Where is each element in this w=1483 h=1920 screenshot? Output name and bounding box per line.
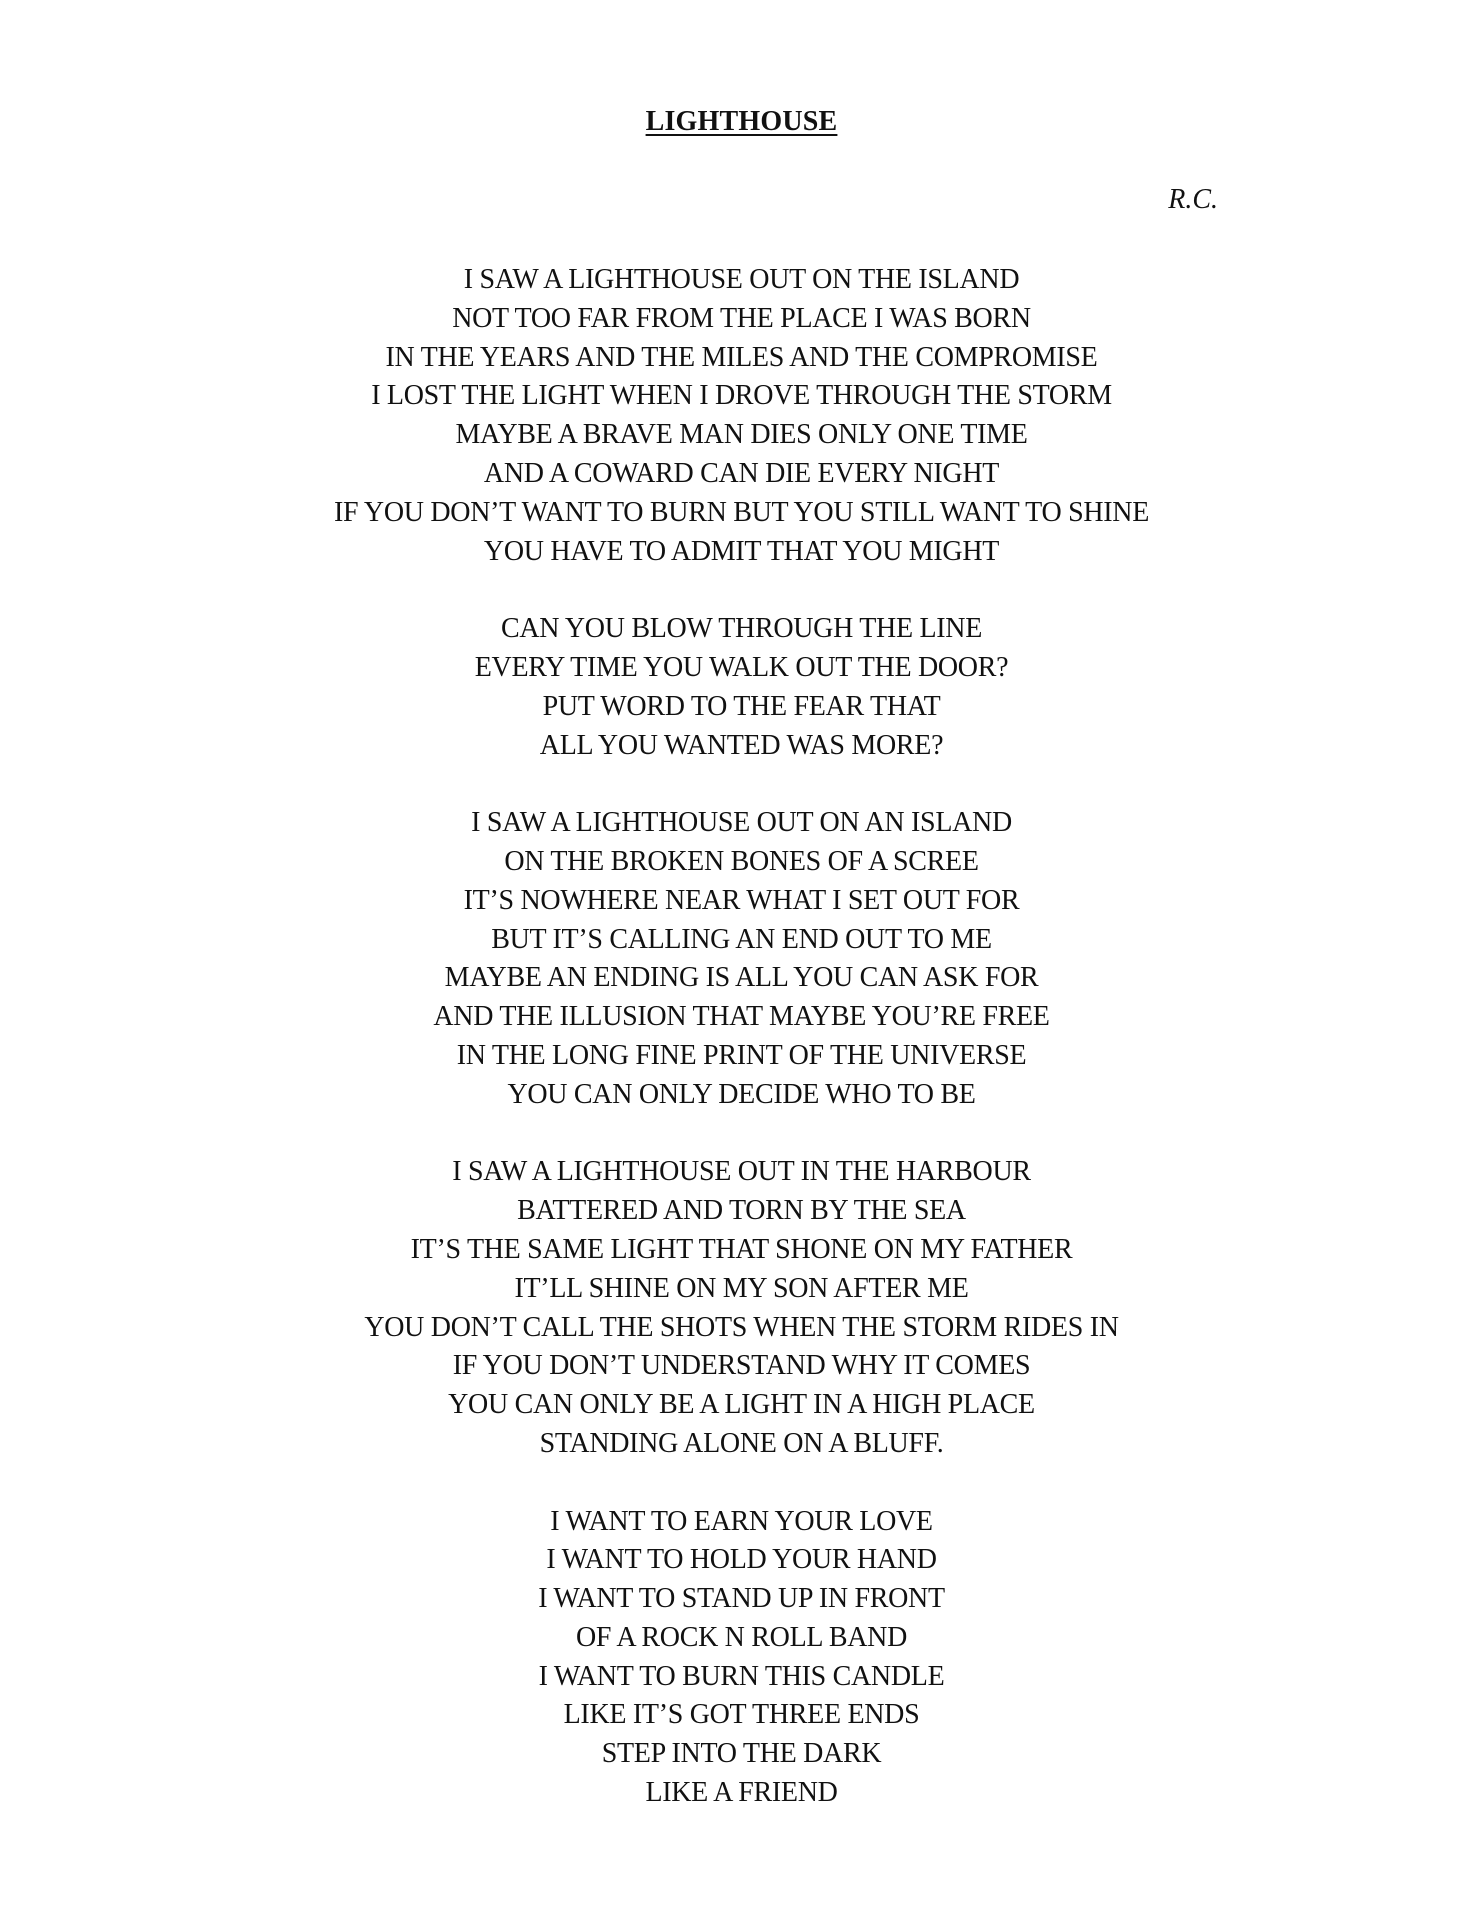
- poem-line: MAYBE A BRAVE MAN DIES ONLY ONE TIME: [455, 419, 1028, 451]
- poem-line: AND THE ILLUSION THAT MAYBE YOU’RE FREE: [433, 1001, 1050, 1033]
- poem-line: I WANT TO BURN THIS CANDLE: [538, 1660, 945, 1692]
- poem-line: YOU HAVE TO ADMIT THAT YOU MIGHT: [483, 535, 1000, 567]
- poem-line: I SAW A LIGHTHOUSE OUT ON THE ISLAND: [463, 264, 1020, 295]
- poem-line: LIKE A FRIEND: [645, 1777, 838, 1809]
- poem-line: MAYBE AN ENDING IS ALL YOU CAN ASK FOR: [444, 962, 1039, 994]
- poem-line: BUT IT’S CALLING AN END OUT TO ME: [491, 923, 992, 955]
- poem-line: PUT WORD TO THE FEAR THAT: [542, 690, 941, 722]
- poem-line: IF YOU DON’T UNDERSTAND WHY IT COMES: [452, 1350, 1031, 1382]
- poem-line: OF A ROCK N ROLL BAND: [575, 1621, 908, 1653]
- stanza-2: [0, 610, 1483, 765]
- stanza-4: [0, 1153, 1483, 1463]
- poem-line: CAN YOU BLOW THROUGH THE LINE: [500, 613, 982, 645]
- stanza-1: [0, 261, 1483, 571]
- poem-line: I WANT TO STAND UP IN FRONT: [538, 1583, 945, 1615]
- poem-line: I WANT TO HOLD YOUR HAND: [546, 1544, 937, 1576]
- stanza-3: [0, 804, 1483, 1114]
- poem-line: IT’S NOWHERE NEAR WHAT I SET OUT FOR: [463, 884, 1020, 916]
- poem-line: EVERY TIME YOU WALK OUT THE DOOR?: [474, 651, 1009, 683]
- poem-line: STEP INTO THE DARK: [601, 1738, 882, 1770]
- poem-line: ALL YOU WANTED WAS MORE?: [539, 729, 944, 761]
- poem-line: YOU CAN ONLY BE A LIGHT IN A HIGH PLACE: [448, 1389, 1035, 1421]
- poem-line: IN THE YEARS AND THE MILES AND THE COMPROMISE: [385, 341, 1098, 373]
- poem-line: IT’LL SHINE ON MY SON AFTER ME: [514, 1272, 969, 1304]
- poem-line: YOU DON’T CALL THE SHOTS WHEN THE STORM RIDES IN: [364, 1311, 1119, 1343]
- poem-line: I SAW A LIGHTHOUSE OUT IN THE HARBOUR: [452, 1156, 1031, 1188]
- poem-line: I LOST THE LIGHT WHEN I DROVE THROUGH THE STORM: [371, 380, 1112, 412]
- poem-line: LIKE IT’S GOT THREE ENDS: [563, 1699, 920, 1731]
- poem-line: YOU CAN ONLY DECIDE WHO TO BE: [507, 1078, 976, 1110]
- poem-line: IN THE LONG FINE PRINT OF THE UNIVERSE: [456, 1039, 1027, 1071]
- poem-body: [0, 261, 1483, 1852]
- author-initials: R.C.: [1168, 184, 1218, 215]
- poem-line: NOT TOO FAR FROM THE PLACE I WAS BORN: [452, 302, 1031, 334]
- poem-line: ON THE BROKEN BONES OF A SCREE: [504, 845, 979, 877]
- poem-title: LIGHTHOUSE: [645, 106, 838, 137]
- poem-line: IF YOU DON’T WANT TO BURN BUT YOU STILL WANT TO SHINE: [333, 496, 1150, 528]
- poem-line: STANDING ALONE ON A BLUFF.: [539, 1427, 944, 1459]
- poem-line: I SAW A LIGHTHOUSE OUT ON AN ISLAND: [471, 807, 1012, 839]
- stanza-5: [0, 1503, 1483, 1813]
- poem-line: IT’S THE SAME LIGHT THAT SHONE ON MY FATHER: [410, 1233, 1073, 1265]
- poem-line: I WANT TO EARN YOUR LOVE: [550, 1505, 933, 1537]
- poem-line: BATTERED AND TORN BY THE SEA: [517, 1195, 966, 1227]
- poem-line: AND A COWARD CAN DIE EVERY NIGHT: [483, 457, 1000, 489]
